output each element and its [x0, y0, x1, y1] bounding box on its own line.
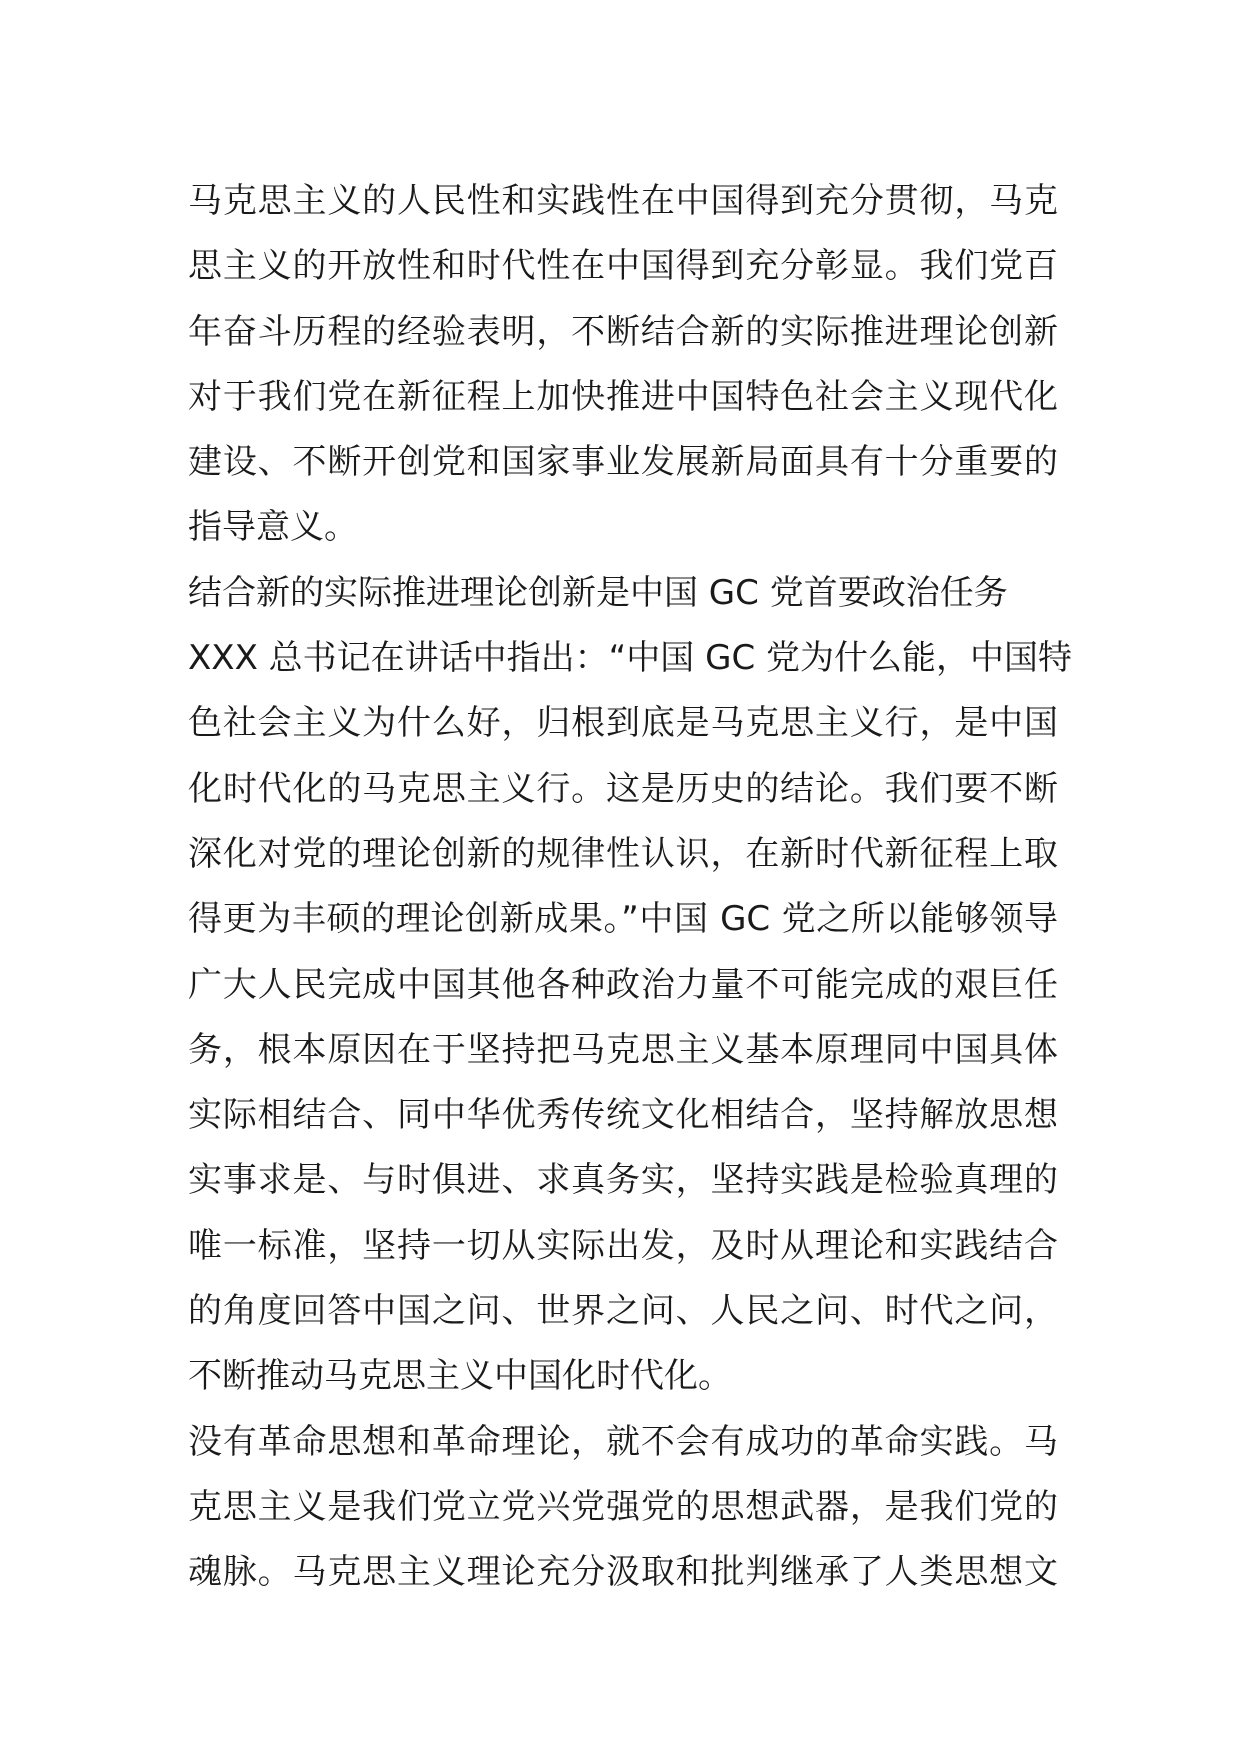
text-line: 指导意义。: [188, 507, 358, 548]
text-line: 魂脉。马克思主义理论充分汲取和批判继承了人类思想文: [188, 1552, 1058, 1593]
text-line: 深化对党的理论创新的规律性认识，在新时代新征程上取: [188, 833, 1058, 874]
text-line: 没有革命思想和革命理论，就不会有成功的革命实践。马: [188, 1421, 1058, 1462]
paragraph: [188, 1410, 1058, 1606]
text-line: 得更为丰硕的理论创新成果。”中国 GC 党之所以能够领导: [188, 899, 1058, 940]
text-line: XXX 总书记在讲话中指出：“中国 GC 党为什么能，中国特: [188, 638, 1072, 679]
paragraph: [188, 169, 1058, 561]
section-heading: [188, 561, 1058, 626]
text-line: 唯一标准，坚持一切从实际出发，及时从理论和实践结合: [188, 1225, 1058, 1266]
text-line: 建设、不断开创党和国家事业发展新局面具有十分重要的: [188, 442, 1058, 483]
document-body: [188, 169, 1072, 1606]
text-line: 实事求是、与时俱进、求真务实，坚持实践是检验真理的: [188, 1160, 1058, 1201]
text-line: 对于我们党在新征程上加快推进中国特色社会主义现代化: [188, 376, 1058, 417]
text-line: 实际相结合、同中华优秀传统文化相结合，坚持解放思想: [188, 1095, 1058, 1136]
text-line: 广大人民完成中国其他各种政治力量不可能完成的艰巨任: [188, 964, 1058, 1005]
text-line: 年奋斗历程的经验表明，不断结合新的实际推进理论创新: [188, 311, 1058, 352]
text-line: 思主义的开放性和时代性在中国得到充分彰显。我们党百: [188, 246, 1058, 287]
paragraph: [188, 626, 1072, 1410]
text-line: 不断推动马克思主义中国化时代化。: [188, 1356, 732, 1397]
section-heading-text: 结合新的实际推进理论创新是中国 GC 党首要政治任务: [188, 572, 1008, 613]
text-line: 马克思主义的人民性和实践性在中国得到充分贯彻，马克: [188, 181, 1058, 221]
text-line: 务，根本原因在于坚持把马克思主义基本原理同中国具体: [188, 1029, 1058, 1070]
text-line: 色社会主义为什么好，归根到底是马克思主义行，是中国: [188, 703, 1058, 744]
text-line: 克思主义是我们党立党兴党强党的思想武器，是我们党的: [188, 1486, 1058, 1527]
text-line: 的角度回答中国之问、世界之问、人民之问、时代之问，: [188, 1291, 1058, 1332]
text-line: 化时代化的马克思主义行。这是历史的结论。我们要不断: [188, 768, 1058, 809]
